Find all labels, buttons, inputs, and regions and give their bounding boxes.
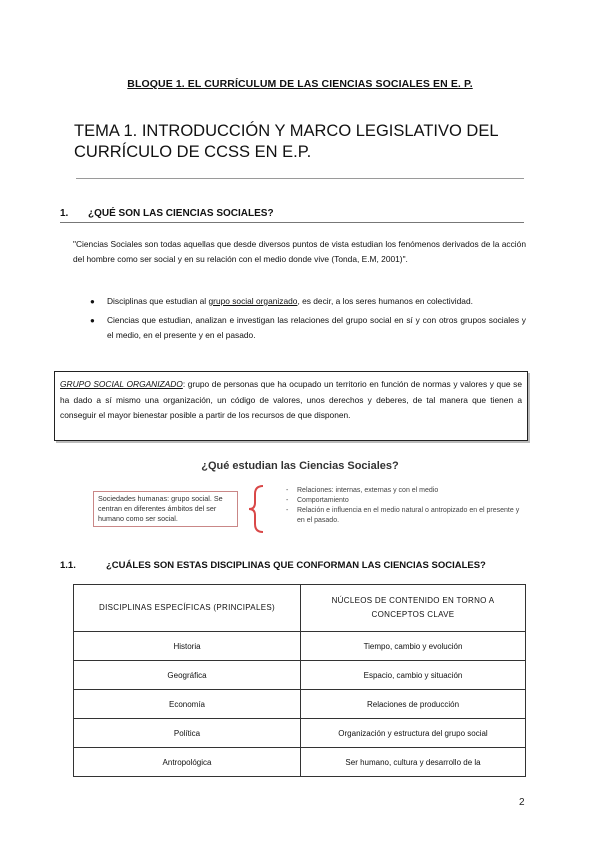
bullet-icon: ● [90,297,95,306]
list-item [286,486,526,496]
table-cell: Política [74,719,301,748]
figure-item: Relación e influencia en el medio natural o antropizado en el presente y en el pasado. [297,507,520,524]
table-cell: Relaciones de producción [301,690,526,719]
table-row [74,719,526,748]
definition-text: : grupo de personas que ha ocupado un territorio en función de normas y valores y que se ha dado a sí mismo una organización, un código de valores, unos derechos y deberes, de tal manera que tienen a conseguir el mayor bienestar posible a partir de los recursos de que disponen. [60,379,522,420]
section-heading-1 [60,208,524,223]
list-item [90,294,526,309]
figure-heading: ¿Qué estudian las Ciencias Sociales? [201,460,399,472]
figure-item: Comportamiento [297,497,349,504]
grupo-social-link: grupo social organizado [208,296,298,306]
table-cell: Tiempo, cambio y evolución [301,632,526,661]
table-row [74,748,526,777]
column-header: NÚCLEOS DE CONTENIDO EN TORNO A CONCEPTOS CLAVE [301,585,526,632]
section-number: 1.1. [60,560,76,571]
list-item [90,313,526,343]
section-number: 1. [60,208,69,219]
table-row [74,632,526,661]
table-cell: Geográfica [74,661,301,690]
dash-icon: - [286,487,289,494]
bullet-text-start: Disciplinas que estudian al [107,296,209,306]
table-cell: Economía [74,690,301,719]
section-title: ¿CUÁLES SON ESTAS DISCIPLINAS QUE CONFORMAN LAS CIENCIAS SOCIALES? [106,560,486,571]
dash-icon: - [286,507,289,514]
table-cell: Ser humano, cultura y desarrollo de la [301,748,526,777]
column-header: DISCIPLINAS ESPECÍFICAS (PRINCIPALES) [74,585,301,632]
table-header-row [74,585,526,632]
bullet-list [90,294,526,347]
block-title: BLOQUE 1. EL CURRÍCULUM DE LAS CIENCIAS SOCIALES EN E. P. [127,78,473,90]
table-row [74,690,526,719]
figure-list [286,486,526,526]
definition-box [54,371,528,441]
section-title: ¿QUÉ SON LAS CIENCIAS SOCIALES? [88,208,274,219]
definition-label: GRUPO SOCIAL ORGANIZADO [60,379,183,389]
title-divider [76,178,524,179]
table-row [74,661,526,690]
table-cell: Organización y estructura del grupo social [301,719,526,748]
section-heading-1-1 [60,560,530,571]
page-number: 2 [519,797,525,808]
figure-box: Sociedades humanas: grupo social. Se centran en diferentes ámbitos del ser humano como ser social. [93,491,238,527]
bullet-icon: ● [90,316,95,325]
bullet-text: Ciencias que estudian, analizan e investigan las relaciones del grupo social en sí y con otros grupos sociales y el medio, en el presente y en el pasado. [107,315,526,340]
table-cell: Espacio, cambio y situación [301,661,526,690]
disciplines-table [73,584,526,777]
list-item [286,506,526,526]
definition-quote: "Ciencias Sociales son todas aquellas que desde diversos puntos de vista estudian los fenómenos derivados de la acción del hombre como ser social y en su relación con el medio donde vive (Tonda, E.M, 2001)". [73,239,526,264]
tema-title: TEMA 1. INTRODUCCIÓN Y MARCO LEGISLATIVO DEL CURRÍCULO DE CCSS EN E.P. [74,122,498,161]
brace-icon [247,484,267,534]
bullet-text-end: , es decir, a los seres humanos en colectividad. [297,296,473,306]
table-cell: Historia [74,632,301,661]
list-item [286,496,526,506]
dash-icon: - [286,497,289,504]
table-cell: Antropológica [74,748,301,777]
figure-item: Relaciones: internas, externas y con el medio [297,487,439,494]
